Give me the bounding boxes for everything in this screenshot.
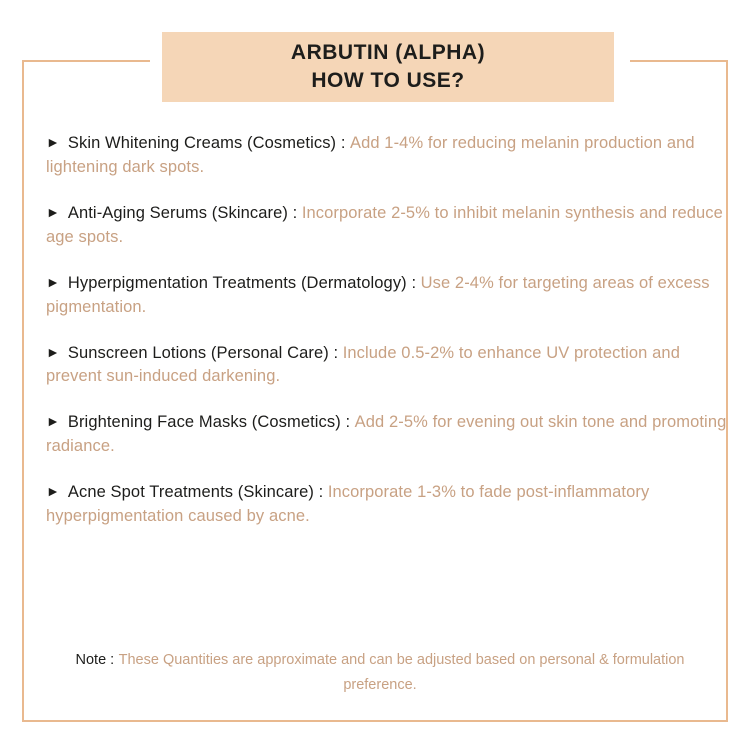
list-item-label: Brightening Face Masks (Cosmetics) : (67, 413, 351, 432)
list-item-label: Skin Whitening Creams (Cosmetics) : (67, 134, 346, 152)
list-item (40, 481, 730, 529)
list-item-label: Anti-Aging Serums (Skincare) : (67, 203, 298, 222)
list-item (40, 202, 730, 250)
list-item-label: Sunscreen Lotions (Personal Care) : (67, 343, 339, 362)
list-item-description: Add 2-5% for evening out skin tone and promoting radiance. (46, 413, 727, 456)
list-item (40, 132, 730, 180)
list-item (40, 342, 730, 390)
list-item-description: Use 2-4% for targeting areas of excess pigmentation. (46, 273, 710, 316)
bullet-arrow-icon: ► (46, 273, 60, 290)
footnote (60, 648, 700, 698)
list-item-label: Hyperpigmentation Treatments (Dermatology) : (67, 273, 417, 292)
bullet-arrow-icon: ► (46, 343, 60, 360)
bullet-arrow-icon: ► (46, 134, 60, 150)
list-item-description: Include 0.5-2% to enhance UV protection and prevent sun-induced darkening. (46, 343, 680, 386)
list-item-description: Add 1-4% for reducing melanin production and lightening dark spots. (46, 134, 695, 176)
list-item-label: Acne Spot Treatments (Skincare) : (67, 483, 324, 502)
bullet-arrow-icon: ► (46, 413, 60, 430)
page-title-line-1: ARBUTIN (ALPHA) (290, 40, 486, 64)
bullet-arrow-icon: ► (46, 203, 60, 220)
list-item-description: Incorporate 2-5% to inhibit melanin synthesis and reduce age spots. (46, 203, 723, 246)
list-item (40, 411, 730, 459)
footnote-label: Note : (75, 652, 115, 668)
list-item-description: Incorporate 1-3% to fade post-inflammatory hyperpigmentation caused by acne. (46, 483, 650, 526)
title-banner (162, 32, 614, 102)
bullet-arrow-icon: ► (46, 483, 60, 500)
list-item (40, 272, 730, 320)
footnote-text: These Quantities are approximate and can be adjusted based on personal & formulation preference. (118, 652, 685, 693)
usage-list (40, 132, 730, 551)
page-title-line-2: HOW TO USE? (311, 69, 465, 92)
